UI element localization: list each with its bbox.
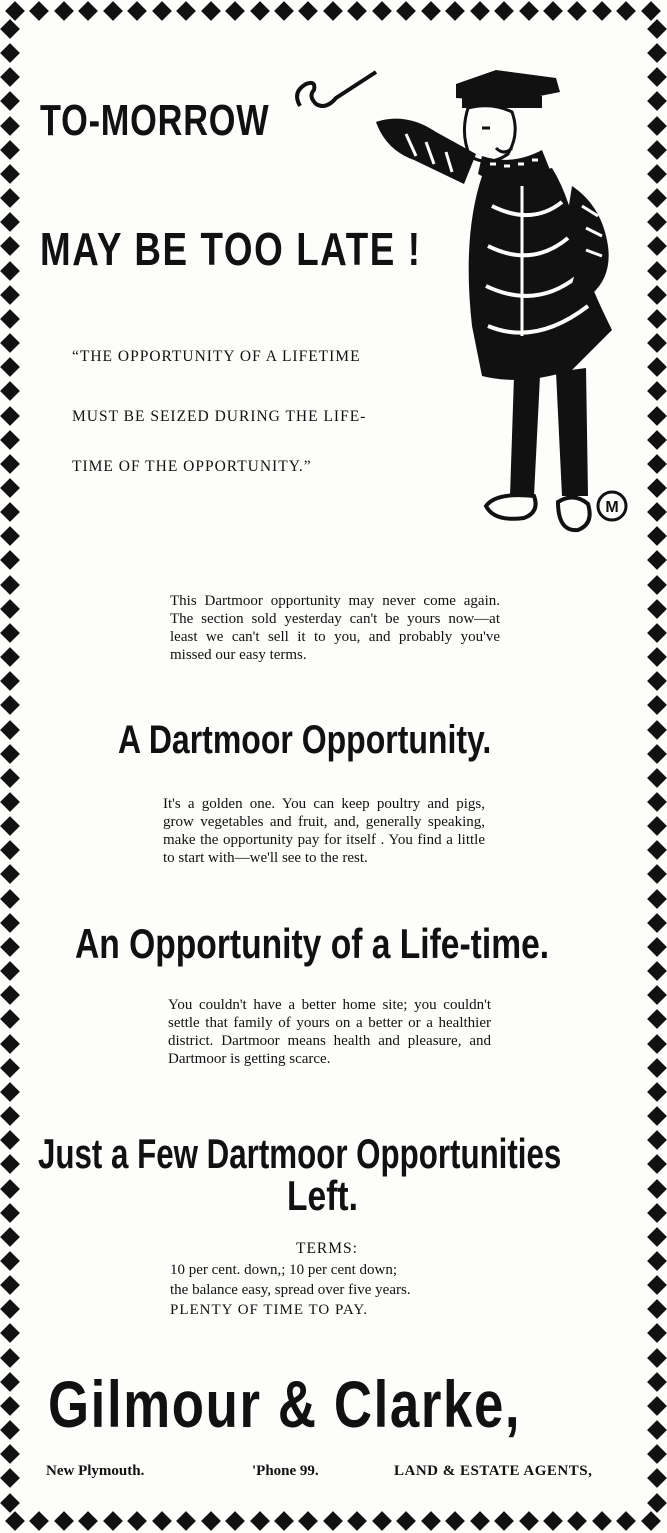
border-diamond: [0, 865, 20, 885]
border-diamond: [647, 1493, 667, 1513]
border-diamond: [647, 1372, 667, 1392]
border-diamond: [647, 478, 667, 498]
border-diamond: [54, 1511, 74, 1531]
heading-few-opportunities: Just a Few Dartmoor Opportunities: [38, 1130, 562, 1177]
firm-name: Gilmour & Clarke,: [48, 1367, 522, 1441]
border-diamond: [5, 1511, 25, 1531]
border-diamond: [647, 1034, 667, 1054]
border-diamond: [0, 92, 20, 112]
border-diamond: [647, 1010, 667, 1030]
border-diamond: [647, 575, 667, 595]
border-diamond: [647, 357, 667, 377]
border-diamond: [225, 1, 245, 21]
border-diamond: [641, 1511, 661, 1531]
border-diamond: [78, 1, 98, 21]
border-diamond: [201, 1, 221, 21]
border-diamond: [647, 1299, 667, 1319]
border-diamond: [0, 1468, 20, 1488]
border-diamond: [323, 1, 343, 21]
border-diamond: [568, 1, 588, 21]
border-diamond: [152, 1511, 172, 1531]
border-diamond: [0, 261, 20, 281]
footer-phone: 'Phone 99.: [252, 1463, 319, 1479]
border-diamond: [647, 454, 667, 474]
border-diamond: [0, 1034, 20, 1054]
border-diamond: [274, 1511, 294, 1531]
border-diamond: [421, 1, 441, 21]
border-diamond: [250, 1, 270, 21]
border-diamond: [0, 478, 20, 498]
diamond-border-right: [650, 22, 664, 1510]
border-diamond: [647, 985, 667, 1005]
border-diamond: [0, 285, 20, 305]
border-diamond: [647, 285, 667, 305]
border-diamond: [372, 1511, 392, 1531]
border-diamond: [0, 913, 20, 933]
border-diamond: [647, 381, 667, 401]
border-diamond: [647, 1227, 667, 1247]
border-diamond: [0, 1010, 20, 1030]
border-diamond: [0, 237, 20, 257]
border-diamond: [0, 381, 20, 401]
border-diamond: [0, 1130, 20, 1150]
diamond-border-top: [8, 4, 658, 18]
border-diamond: [30, 1, 50, 21]
border-diamond: [568, 1511, 588, 1531]
border-diamond: [647, 1058, 667, 1078]
headline-tomorrow: TO-MORROW: [40, 96, 270, 145]
border-diamond: [0, 1396, 20, 1416]
border-diamond: [647, 1251, 667, 1271]
border-diamond: [0, 937, 20, 957]
border-diamond: [647, 792, 667, 812]
border-diamond: [274, 1, 294, 21]
border-diamond: [0, 1058, 20, 1078]
border-diamond: [396, 1511, 416, 1531]
border-diamond: [647, 623, 667, 643]
border-diamond: [0, 140, 20, 160]
border-diamond: [0, 43, 20, 63]
border-diamond: [0, 212, 20, 232]
border-diamond: [0, 840, 20, 860]
border-diamond: [647, 768, 667, 788]
terms-line-2: the balance easy, spread over five years.: [170, 1282, 411, 1298]
border-diamond: [0, 551, 20, 571]
border-diamond: [0, 19, 20, 39]
border-diamond: [647, 671, 667, 691]
border-diamond: [0, 720, 20, 740]
border-diamond: [201, 1511, 221, 1531]
border-diamond: [647, 526, 667, 546]
border-diamond: [0, 1324, 20, 1344]
border-diamond: [519, 1, 539, 21]
border-diamond: [0, 623, 20, 643]
border-diamond: [647, 1154, 667, 1174]
border-diamond: [647, 188, 667, 208]
border-diamond: [0, 599, 20, 619]
border-diamond: [647, 816, 667, 836]
border-diamond: [127, 1511, 147, 1531]
border-diamond: [299, 1511, 319, 1531]
border-diamond: [0, 816, 20, 836]
border-diamond: [647, 1324, 667, 1344]
border-diamond: [647, 1203, 667, 1223]
border-diamond: [0, 357, 20, 377]
border-diamond: [647, 406, 667, 426]
diamond-border-left: [3, 22, 17, 1510]
quote-line-3: TIME OF THE OPPORTUNITY.”: [72, 458, 312, 475]
border-diamond: [0, 164, 20, 184]
border-diamond: [647, 1275, 667, 1295]
artist-monogram: M: [605, 499, 619, 516]
border-diamond: [0, 1203, 20, 1223]
border-diamond: [0, 961, 20, 981]
border-diamond: [470, 1, 490, 21]
terms-line-3: PLENTY OF TIME TO PAY.: [170, 1302, 369, 1318]
border-diamond: [592, 1511, 612, 1531]
border-diamond: [323, 1511, 343, 1531]
border-diamond: [543, 1511, 563, 1531]
border-diamond: [0, 1275, 20, 1295]
border-diamond: [647, 43, 667, 63]
border-diamond: [0, 985, 20, 1005]
border-diamond: [647, 720, 667, 740]
border-diamond: [372, 1, 392, 21]
border-diamond: [0, 1444, 20, 1464]
border-diamond: [0, 792, 20, 812]
border-diamond: [641, 1, 661, 21]
border-diamond: [647, 961, 667, 981]
border-diamond: [445, 1511, 465, 1531]
border-diamond: [647, 551, 667, 571]
border-diamond: [647, 502, 667, 522]
beefeater-illustration: [286, 36, 642, 556]
border-diamond: [0, 1251, 20, 1271]
border-diamond: [78, 1511, 98, 1531]
heading-opportunity-lifetime: An Opportunity of a Life-time.: [75, 920, 550, 967]
border-diamond: [250, 1511, 270, 1531]
border-diamond: [647, 1420, 667, 1440]
border-diamond: [647, 19, 667, 39]
border-diamond: [647, 889, 667, 909]
border-diamond: [0, 1082, 20, 1102]
border-diamond: [616, 1511, 636, 1531]
border-diamond: [647, 261, 667, 281]
border-diamond: [0, 309, 20, 329]
border-diamond: [647, 67, 667, 87]
border-diamond: [103, 1511, 123, 1531]
border-diamond: [519, 1511, 539, 1531]
border-diamond: [0, 454, 20, 474]
diamond-border-bottom: [8, 1514, 658, 1528]
border-diamond: [647, 92, 667, 112]
border-diamond: [647, 430, 667, 450]
quote-line-2: MUST BE SEIZED DURING THE LIFE-: [72, 408, 367, 425]
border-diamond: [647, 599, 667, 619]
border-diamond: [30, 1511, 50, 1531]
border-diamond: [647, 1396, 667, 1416]
golden-one-paragraph: It's a golden one. You can keep poultry and pigs, grow vegetables and fruit, and, generally speaking, make the opportunity pay for itself . You find a little to start with—we'll see to the rest.: [163, 796, 485, 866]
border-diamond: [0, 671, 20, 691]
border-diamond: [647, 1179, 667, 1199]
border-diamond: [647, 116, 667, 136]
border-diamond: [0, 889, 20, 909]
border-diamond: [647, 840, 667, 860]
border-diamond: [0, 67, 20, 87]
terms-title: TERMS:: [296, 1240, 358, 1257]
home-site-paragraph: You couldn't have a better home site; you couldn't settle that family of yours on a better or a healthier district. Dartmoor means health and pleasure, and Dartmoor is getting scarce.: [168, 997, 491, 1067]
border-diamond: [647, 140, 667, 160]
border-diamond: [347, 1, 367, 21]
border-diamond: [647, 1130, 667, 1150]
border-diamond: [0, 406, 20, 426]
border-diamond: [396, 1, 416, 21]
border-diamond: [647, 333, 667, 353]
border-diamond: [647, 1468, 667, 1488]
border-diamond: [5, 1, 25, 21]
border-diamond: [647, 1348, 667, 1368]
border-diamond: [299, 1, 319, 21]
border-diamond: [225, 1511, 245, 1531]
border-diamond: [103, 1, 123, 21]
border-diamond: [0, 1299, 20, 1319]
border-diamond: [0, 1106, 20, 1126]
border-diamond: [0, 647, 20, 667]
border-diamond: [0, 1493, 20, 1513]
border-diamond: [0, 502, 20, 522]
border-diamond: [54, 1, 74, 21]
border-diamond: [127, 1, 147, 21]
border-diamond: [0, 116, 20, 136]
border-diamond: [647, 913, 667, 933]
border-diamond: [647, 237, 667, 257]
border-diamond: [647, 744, 667, 764]
border-diamond: [0, 526, 20, 546]
border-diamond: [347, 1511, 367, 1531]
border-diamond: [647, 309, 667, 329]
border-diamond: [0, 1372, 20, 1392]
border-diamond: [470, 1511, 490, 1531]
border-diamond: [494, 1, 514, 21]
border-diamond: [176, 1511, 196, 1531]
border-diamond: [421, 1511, 441, 1531]
heading-left: Left.: [287, 1172, 358, 1219]
border-diamond: [0, 1420, 20, 1440]
headline-too-late: MAY BE TOO LATE !: [40, 223, 422, 275]
border-diamond: [647, 164, 667, 184]
border-diamond: [0, 1227, 20, 1247]
intro-paragraph: This Dartmoor opportunity may never come again. The section sold yesterday can't be yours now—at least we can't sell it to you, and probably you've missed our easy terms.: [170, 593, 500, 663]
border-diamond: [0, 1348, 20, 1368]
border-diamond: [647, 695, 667, 715]
border-diamond: [0, 768, 20, 788]
border-diamond: [494, 1511, 514, 1531]
border-diamond: [0, 695, 20, 715]
border-diamond: [176, 1, 196, 21]
border-diamond: [0, 430, 20, 450]
border-diamond: [543, 1, 563, 21]
border-diamond: [0, 744, 20, 764]
heading-dartmoor-opportunity: A Dartmoor Opportunity.: [118, 718, 492, 762]
border-diamond: [647, 212, 667, 232]
border-diamond: [647, 647, 667, 667]
border-diamond: [445, 1, 465, 21]
border-diamond: [647, 865, 667, 885]
footer-role: LAND & ESTATE AGENTS,: [394, 1463, 593, 1479]
border-diamond: [616, 1, 636, 21]
border-diamond: [647, 1444, 667, 1464]
border-diamond: [592, 1, 612, 21]
terms-line-1: 10 per cent. down,; 10 per cent down;: [170, 1262, 398, 1278]
quote-line-1: “THE OPPORTUNITY OF A LIFETIME: [72, 348, 361, 365]
border-diamond: [152, 1, 172, 21]
border-diamond: [647, 1082, 667, 1102]
border-diamond: [647, 937, 667, 957]
border-diamond: [0, 1154, 20, 1174]
footer-location: New Plymouth.: [46, 1463, 145, 1479]
border-diamond: [647, 1106, 667, 1126]
border-diamond: [0, 333, 20, 353]
border-diamond: [0, 188, 20, 208]
border-diamond: [0, 575, 20, 595]
border-diamond: [0, 1179, 20, 1199]
